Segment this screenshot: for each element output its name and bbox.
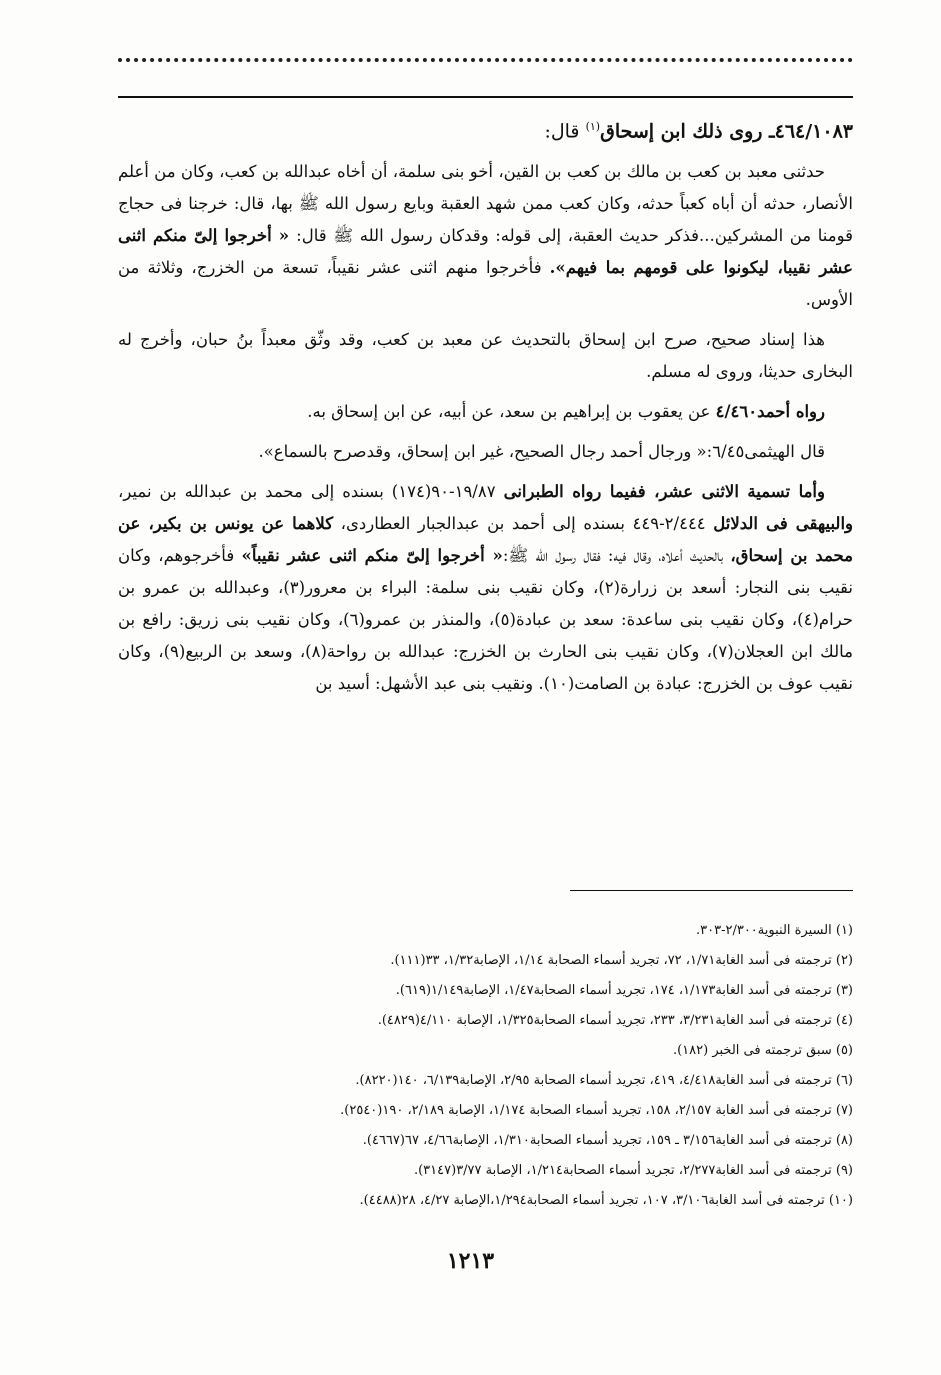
footnote-rule xyxy=(570,890,853,891)
footnote-2: (٢) ترجمته فى أسد الغابة١/٧١، ٧٢، تجريد أسماء الصحابة ١/١٤، الإصابة١/٣٢، ٣٣(١١١). xyxy=(390,953,853,968)
page-number: ١٢١٣ xyxy=(446,1248,495,1274)
footnote-5: (٥) سبق ترجمته فى الخبر (١٨٢). xyxy=(672,1043,853,1058)
footnote-ref: (١) xyxy=(585,120,601,133)
footnote-10: (١٠) ترجمته فى أسد الغابة٣/١٠٦، ١٠٧، تجريد أسماء الصحابة١/٢٩٤،الإصابة ٤/٢٧، ٢٨(٤٤٨٨). xyxy=(359,1193,853,1208)
footnote-9: (٩) ترجمته فى أسد الغابة٢/٢٧٧، تجريد أسماء الصحابة١/٢١٤، الإصابة ٣/٧٧(٣١٤٧). xyxy=(413,1163,853,1178)
footnote-6: (٦) ترجمته فى أسد الغابة٤/٤١٨، ٤١٩، تجريد أسماء الصحابة ٢/٩٥، الإصابة٦/١٣٩، ١٤٠(٨٢٢٠). xyxy=(355,1073,853,1088)
entry-number: ٤٦٤/١٠٨٣ـ xyxy=(769,120,853,143)
header-rule xyxy=(118,96,853,98)
dotted-header-line xyxy=(118,58,853,76)
hadith-quote: « أخرجوا إلىّ منكم اثنى عشر نقيبا، ليكونوا على قومهم بما فيهم». xyxy=(118,226,853,277)
footnote-4: (٤) ترجمته فى أسد الغابة٣/٢٣١، ٢٣٣، تجريد أسماء الصحابة١/٣٢٥، الإصابة ٤/١١٠(٤٨٢٩). xyxy=(377,1013,853,1028)
paragraph-4: قال الهيثمى٦/٤٥:« ورجال أحمد رجال الصحيح، غير ابن إسحاق، وقدصرح بالسماع». xyxy=(258,442,825,461)
footnote-1: (١) السيرة النبوية٢/٣٠٠-٣٠٣. xyxy=(695,923,853,938)
paragraph-5: وأما تسمية الاثنى عشر، ففيما رواه الطبرانى ١٩/٨٧-٩٠(١٧٤) بسنده إلى محمد بن عبدالله بن نمير، والبيهقى فى الدلائل ٢/٤٤٤-٤٤٩ بسنده إلى أحمد بن عبدالجبار العطاردى، كلاهما عن يونس بن بكير، عن محمد بن إسحاق، بالحديث أعلاه، وقال فيه: فقال رسول الله ﷺ:« أخرجوا إلىّ منكم اثنى عشر نقيباً» فأخرجوهم، وكان نقيب بنى النجار: أسعد بن زرارة(٢)، وكان نقيب بنى سلمة: البراء بن معرور(٣)، وعبدالله بن عمرو بن حرام(٤)، وكان نقيب بنى ساعدة: سعد بن عبادة(٥)، والمنذر بن عمرو(٦)، وكان نقيب بنى زريق: رافع بن مالك ابن العجلان(٧)، وكان نقيب بنى الحارث بن الخزرج: عبدالله بن رواحة(٨)، وسعد بن الربيع(٩)، وكان نقيب عوف بن الخزرج: عبادة بن الصامت(١٠). ونقيب بنى عبد الأشهل: أسيد بن xyxy=(118,482,853,693)
paragraph-3: رواه أحمد٤/٤٦٠ عن يعقوب بن إبراهيم بن سعد، عن أبيه، عن ابن إسحاق به. xyxy=(307,402,825,421)
entry-heading xyxy=(118,110,853,148)
entry-tail: قال: xyxy=(544,120,586,143)
paragraph-2: هذا إسناد صحيح، صرح ابن إسحاق بالتحديث عن معبد بن كعب، وقد وثّق معبداً بنُ حبان، وأخرج له البخارى حديثا، وروى له مسلم. xyxy=(118,330,853,381)
footnote-3: (٣) ترجمته فى أسد الغابة١/١٧٣، ١٧٤، تجريد أسماء الصحابة١/٤٧، الإصابة١/١٤٩(٦١٩). xyxy=(395,983,853,998)
main-text xyxy=(118,156,853,708)
footnotes xyxy=(118,916,853,1216)
footnote-8: (٨) ترجمته فى أسد الغابة٣/١٥٦ ـ ١٥٩، تجريد أسماء الصحابة١/٣١٠، الإصابة٤/٦٦، ٦٧(٤٦٦٧). xyxy=(362,1133,853,1148)
entry-title: روى ذلك ابن إسحاق xyxy=(600,120,770,143)
paragraph-1: حدثنى معبد بن كعب بن مالك بن كعب بن القين، أخو بنى سلمة، أن أخاه عبدالله بن كعب، وكان من أعلم الأنصار، حدثه أن أباه كعباً حدثه، وكان كعب ممن شهد العقبة وبايع رسول الله ﷺ بها، قال: خرجنا فى حجاج قومنا من المشركين...فذكر حديث العقبة، إلى قوله: وقدكان رسول الله ﷺ قال: « أخرجوا إلىّ منكم اثنى عشر نقيبا، ليكونوا على قومهم بما فيهم». فأخرجوا منهم اثنى عشر نقيباً، تسعة من الخزرج، وثلاثة من الأوس. xyxy=(118,162,853,309)
footnote-7: (٧) ترجمته فى أسد الغابة ٢/١٥٧، ١٥٨، تجريد أسماء الصحابة ١/١٧٤، الإصابة ٢/١٨٩، ١٩٠(٢٥٤٠). xyxy=(340,1103,853,1118)
